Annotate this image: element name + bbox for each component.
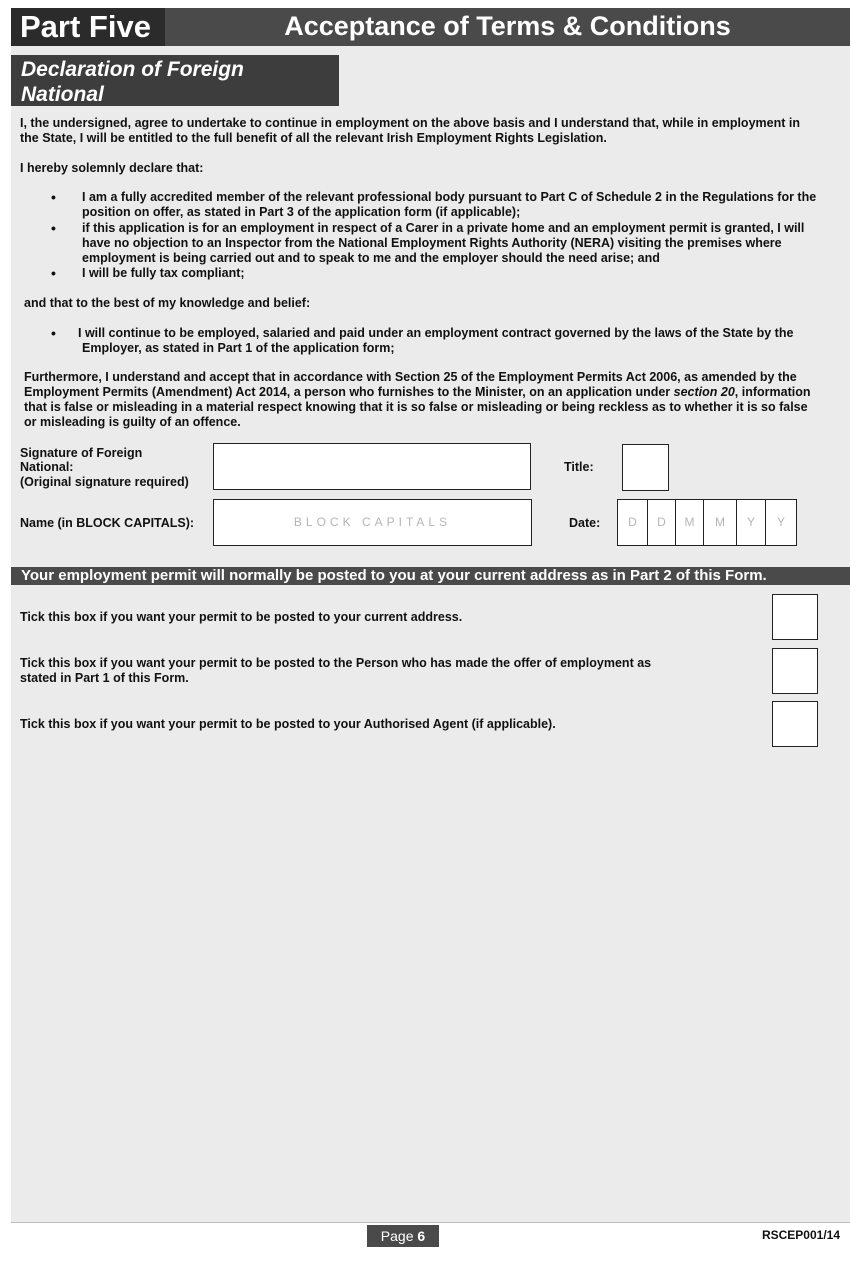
furthermore-line-4: or misleading is guilty of an offence.: [24, 415, 241, 429]
page-title: Acceptance of Terms & Conditions: [284, 11, 731, 41]
page-number: [367, 1225, 439, 1247]
posting-option-2-checkbox[interactable]: [772, 648, 818, 694]
intro-line-1: I, the undersigned, agree to undertake to continue in employment on the above basis and I understand that, while in employment in: [20, 116, 800, 130]
signature-label-1: Signature of Foreign: [20, 446, 143, 460]
form-code: RSCEP001/14: [761, 1228, 840, 1242]
bullet-2-line-2: have no objection to an Inspector from the National Employment Rights Authority (NERA) visiting the premises where: [82, 236, 782, 250]
intro-line-2: the State, I will be entitled to the full benefit of all the relevant Irish Employment Rights Legislation.: [20, 131, 607, 145]
furthermore-line-1: Furthermore, I understand and accept that in accordance with Section 25 of the Employment Permits Act 2006, as amended by the: [24, 370, 797, 384]
date-cell-month[interactable]: M: [676, 500, 704, 545]
name-field[interactable]: [213, 499, 532, 546]
part-label: Part Five: [11, 8, 165, 46]
section-heading-line-2: National: [21, 83, 104, 106]
bullet-4-line-1: I will continue to be employed, salaried and paid under an employment contract governed by the laws of the State by the: [78, 326, 794, 340]
title-field[interactable]: [622, 444, 669, 491]
bullet-dot: •: [51, 265, 56, 281]
date-cell-day[interactable]: D: [648, 500, 676, 545]
declare-heading: I hereby solemnly declare that:: [20, 161, 204, 175]
signature-label-2: National:: [20, 460, 74, 474]
bullet-4-line-2: Employer, as stated in Part 1 of the application form;: [82, 341, 395, 355]
furthermore-text: , information: [734, 385, 811, 399]
name-placeholder: BLOCK CAPITALS: [293, 515, 452, 529]
section-heading-line-1: Declaration of Foreign: [21, 58, 244, 81]
furthermore-line-2: [24, 385, 811, 400]
title-label: Title:: [564, 460, 594, 474]
bullet-2-line-1: if this application is for an employment in respect of a Carer in a private home and an employment permit is granted, I will: [82, 221, 805, 235]
posting-option-3-label: Tick this box if you want your permit to be posted to your Authorised Agent (if applicable).: [20, 717, 556, 731]
bullet-3-line-1: I will be fully tax compliant;: [82, 266, 245, 280]
bullet-dot: •: [51, 220, 56, 236]
footer-divider: [11, 1222, 850, 1223]
page-label: Page: [380, 1228, 414, 1244]
posting-option-2-label-1: Tick this box if you want your permit to be posted to the Person who has made the offer of employment as: [20, 656, 652, 670]
signature-field[interactable]: [213, 443, 531, 490]
name-label: Name (in BLOCK CAPITALS):: [20, 516, 195, 530]
date-cell-day[interactable]: D: [618, 500, 648, 545]
posting-option-1-checkbox[interactable]: [772, 594, 818, 640]
bullet-dot: •: [51, 325, 56, 341]
furthermore-line-3: that is false or misleading in a material respect knowing that it is so false or misleading or being reckless as to whether it is so false: [24, 400, 808, 414]
posting-option-1-label: Tick this box if you want your permit to be posted to your current address.: [20, 610, 463, 624]
posting-option-2-label-2: stated in Part 1 of this Form.: [20, 671, 189, 685]
posting-option-3-checkbox[interactable]: [772, 701, 818, 747]
date-field[interactable]: [617, 499, 797, 546]
date-label: Date:: [569, 516, 601, 530]
knowledge-heading: and that to the best of my knowledge and belief:: [24, 296, 311, 310]
signature-label-3: (Original signature required): [20, 475, 189, 489]
bullet-2-line-3: employment is being carried out and to speak to me and the employer should the need arise; and: [82, 251, 660, 265]
date-cell-year[interactable]: Y: [737, 500, 766, 545]
section-reference: section 20: [673, 385, 735, 399]
posting-banner: Your employment permit will normally be posted to you at your current address as in Part 2 of this Form.: [11, 567, 850, 585]
furthermore-text: Employment Permits (Amendment) Act 2014, a person who furnishes to the Minister, on an application under: [24, 385, 674, 399]
page-number-value: 6: [417, 1228, 426, 1244]
date-cell-month[interactable]: M: [704, 500, 737, 545]
bullet-dot: •: [51, 189, 56, 205]
section-heading: [11, 55, 339, 106]
date-cell-year[interactable]: Y: [776, 515, 785, 529]
bullet-1-line-2: position on offer, as stated in Part 3 of the application form (if applicable);: [82, 205, 521, 219]
bullet-1-line-1: I am a fully accredited member of the relevant professional body pursuant to Part C of Schedule 2 in the Regulations for the: [82, 190, 817, 204]
